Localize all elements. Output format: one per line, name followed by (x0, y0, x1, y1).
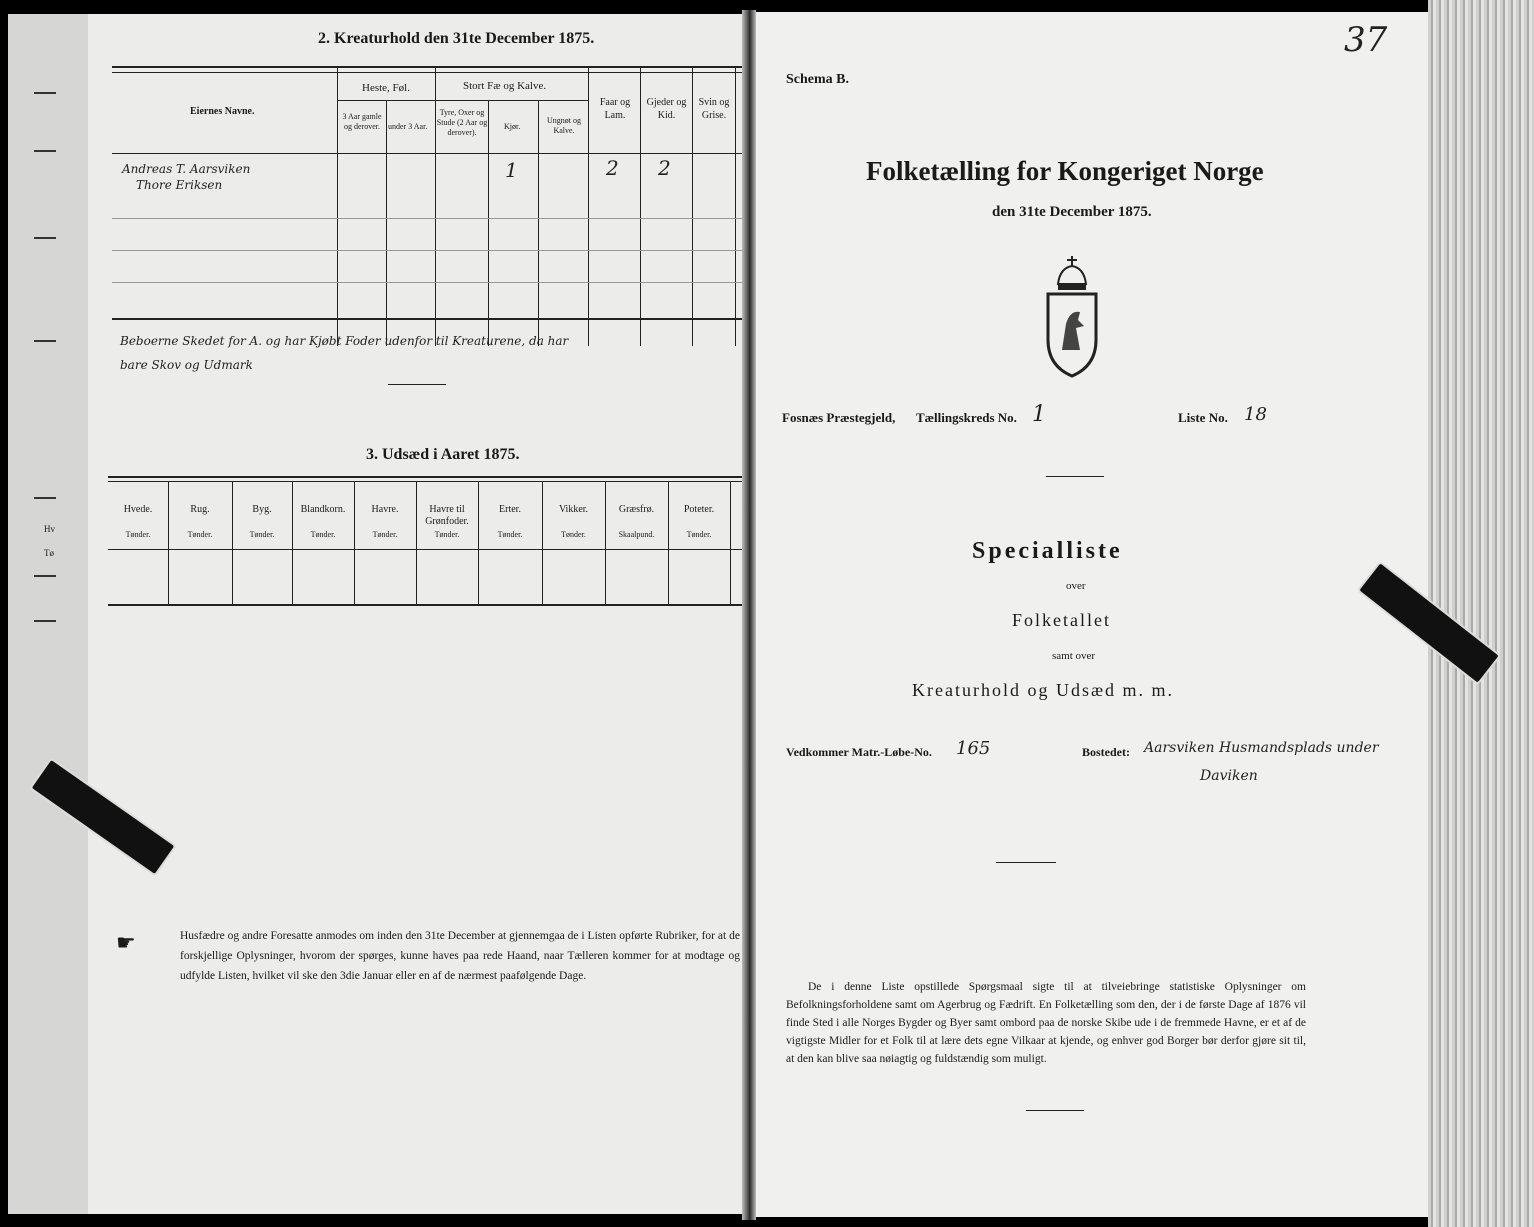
page-number: 37 (1344, 20, 1388, 60)
coat-of-arms-icon (1040, 254, 1104, 378)
margin-text: Tø (44, 548, 54, 558)
value-gjeder: 2 (658, 156, 671, 180)
divider (996, 862, 1056, 863)
rule (112, 218, 742, 219)
header-heste: Heste, Føl. (362, 82, 410, 94)
header-faar: Faar og Lam. (599, 97, 631, 121)
seed-col-name: Vikker. (558, 504, 589, 515)
owner-name-1: Andreas T. Aarsviken (122, 162, 251, 176)
edge-mark (34, 497, 56, 499)
pointing-hand-icon: ☛ (116, 930, 136, 955)
bostedet-value-1: Aarsviken Husmandsplads under (1144, 740, 1379, 756)
divider (388, 384, 446, 385)
rule (112, 72, 742, 73)
seed-col-unit: Tønder. (497, 530, 523, 539)
folketallet-text: Folketallet (1012, 610, 1111, 630)
rule (112, 66, 742, 68)
seed-col-name: Græsfrø. (618, 504, 655, 515)
header-gjeder: Gjeder og Kid. (646, 97, 687, 121)
seed-col-unit: Skaalpund. (618, 530, 655, 539)
value-kjor: 1 (505, 158, 518, 182)
value-faar: 2 (606, 156, 619, 180)
specialliste-heading: Specialliste (972, 538, 1123, 564)
edge-mark (34, 620, 56, 622)
kreds-label: Tællingskreds No. (916, 410, 1017, 425)
liste-label: Liste No. (1178, 410, 1228, 425)
owner-name-2: Thore Eriksen (136, 178, 223, 192)
left-page (88, 14, 748, 1214)
col-line (538, 100, 539, 346)
handwritten-note-2: bare Skov og Udmark (120, 358, 253, 372)
seed-col-unit: Tønder. (249, 530, 275, 539)
seed-col-name: Blandkorn. (300, 504, 346, 515)
rule (108, 604, 742, 606)
rule (108, 476, 742, 478)
kreds-value: 1 (1032, 402, 1046, 427)
header-ungnot: Ungnøt og Kalve. (547, 116, 581, 135)
header-svin: Svin og Grise. (698, 97, 730, 121)
liste-value: 18 (1244, 404, 1267, 425)
explanatory-text: De i denne Liste opstillede Spørgsmaal sigte til at tilveiebringe statistiske Oplysninger om Befolkningsforholdene samt om Agerbrug og Fædrift. En Folketælling som den, der i de første Dage af 1876 vil finde Sted i alle Norges Bygder og Byer samt ombord paa de norske Skibe ude i de fremmede Havne, er et af de vigtigste Midler for et Folk til at lære dets egne Vilkaar at kjende, og enhver god Borger bør derfor gjøre sit til, at den kan blive saa nøiagtig og fuldstændig som muligt. (786, 981, 1306, 1065)
header-stort-fae: Stort Fæ og Kalve. (463, 80, 547, 92)
seed-col-unit: Tønder. (561, 530, 586, 539)
edge-mark (34, 150, 56, 152)
matr-label: Vedkommer Matr.-Løbe-No. (786, 745, 932, 759)
divider (1046, 476, 1104, 477)
book-gutter (742, 10, 756, 1220)
kreaturhold-text: Kreaturhold og Udsæd m. m. (912, 680, 1174, 700)
col-line (386, 100, 387, 346)
col-line (354, 481, 355, 604)
seed-col-unit: Tønder. (686, 530, 712, 539)
header-heste-over3: 3 Aar gamle og derover. (342, 112, 382, 131)
seed-col-unit: Tønder. (125, 530, 151, 539)
section-title-udsaed: 3. Udsæd i Aaret 1875. (366, 446, 520, 463)
seed-col-name: Rug. (190, 504, 210, 515)
rule (112, 282, 742, 283)
col-line (416, 481, 417, 604)
header-heste-under3: under 3 Aar. (388, 122, 428, 131)
seed-col-name: Poteter. (683, 504, 715, 515)
bostedet-value-2: Daviken (1200, 768, 1258, 784)
edge-mark (34, 92, 56, 94)
left-page-edge (8, 14, 90, 1214)
seed-col-unit: Tønder. (434, 530, 460, 539)
header-owner-names: Eiernes Navne. (190, 106, 255, 117)
col-line (605, 481, 606, 604)
bostedet-label: Bostedet: (1082, 745, 1130, 759)
divider (1026, 1110, 1084, 1111)
edge-mark (34, 340, 56, 342)
samt-over-text: samt over (1052, 650, 1096, 662)
section-title-kreaturhold: 2. Kreaturhold den 31te December 1875. (318, 30, 595, 47)
col-line (337, 66, 338, 346)
notice-text: Husfædre og andre Foresatte anmodes om inden den 31te December at gjennemgaa de i Listen opførte Rubriker, for at de forskjellige Oplysninger, hvorom der spørges, kunne haves paa rede Haand, naar Tælleren kommer for at modtage og udfylde Listen, hvilket vil ske den 3die Januar eller en af de nærmest paafølgende Dage. (180, 930, 740, 982)
edge-mark (34, 237, 56, 239)
col-line (542, 481, 543, 604)
rule (112, 318, 742, 320)
header-tyre: Tyre, Oxer og Stude (2 Aar og derover). (436, 108, 488, 137)
document-title: Folketælling for Kongeriget Norge (866, 156, 1264, 186)
handwritten-note-1: Beboerne Skedet for A. og har Kjøbt Foder udenfor til Kreaturene, da har (120, 334, 569, 348)
seed-col-name: Havre. (371, 504, 399, 515)
seed-col-name: Byg. (252, 504, 272, 515)
col-line (478, 481, 479, 604)
over-text: over (1066, 580, 1086, 592)
matr-value: 165 (956, 738, 991, 759)
prestegjeld: Fosnæs Præstegjeld, (782, 410, 896, 425)
col-line (168, 481, 169, 604)
seed-col-name: Havre til Grønfoder. (425, 504, 469, 527)
document-date: den 31te December 1875. (992, 204, 1152, 220)
header-kjor: Kjør. (504, 122, 521, 131)
edge-mark (34, 575, 56, 577)
seed-col-name: Hvede. (123, 504, 153, 515)
schema-label: Schema B. (786, 72, 849, 87)
col-line (292, 481, 293, 604)
seed-col-name: Erter. (499, 504, 521, 515)
col-line (730, 481, 731, 604)
seed-col-unit: Tønder. (187, 530, 213, 539)
seed-col-unit: Tønder. (310, 530, 336, 539)
rule (337, 100, 588, 101)
rule (108, 549, 742, 550)
margin-text: Hv (44, 524, 55, 534)
col-line (735, 66, 736, 346)
rule (108, 481, 742, 482)
col-line (668, 481, 669, 604)
seed-col-unit: Tønder. (372, 530, 398, 539)
col-line (232, 481, 233, 604)
rule (112, 153, 742, 154)
col-line (488, 100, 489, 346)
col-line (588, 66, 589, 346)
rule (112, 250, 742, 251)
